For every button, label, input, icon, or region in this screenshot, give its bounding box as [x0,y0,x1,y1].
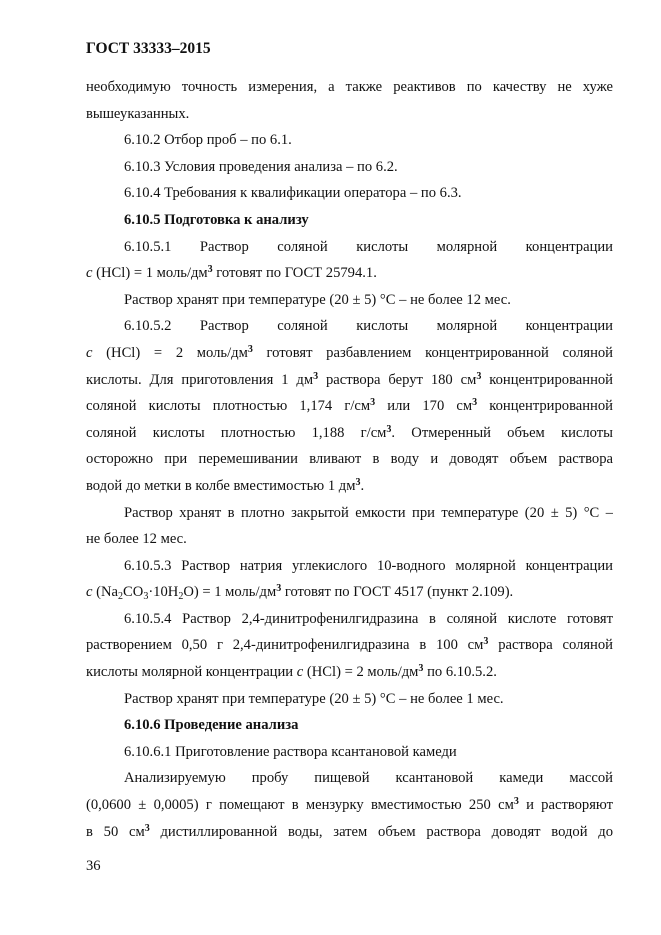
clause-6-10-3: 6.10.3 Условия проведения анализа – по 6.2. [124,158,398,175]
clause-6-10-5-3: 6.10.5.3 Раствор натрия углекислого 10-водного молярной концентрации [124,557,613,574]
text-line: необходимую точность измерения, а также реактивов по качеству не хуже [86,79,613,95]
text-line: растворением 0,50 г 2,4-динитрофенилгидразина в 100 $см^3$ раствора соляной [86,636,613,654]
section-heading-6-10-6: 6.10.6 Проведение анализа [124,717,299,734]
text-line: осторожно при перемешивании вливают в воду и доводят объем раствора [86,451,613,468]
text-line: вышеуказанных. [86,105,190,122]
text-line: Раствор хранят при температуре (20 ± 5) °С – не более 12 мес. [124,291,511,308]
clause-6-10-5-2: 6.10.5.2 Раствор соляной кислоты молярной концентрации [124,318,613,335]
text-line: водой до метки в колбе вместимостью 1 $дм^3$. [86,476,365,494]
text-line: в 50 $см^3$ дистиллированной воды, затем объем раствора доводят водой до [86,822,613,840]
clause-6-10-6-1: 6.10.6.1 Приготовление раствора ксантановой камеди [124,743,457,760]
text-line: c (HCl) = 1 моль/$дм^3$ готовят по ГОСТ 25794.1. [86,264,377,282]
document-body [86,74,613,845]
text-line: соляной кислоты плотностью 1,174 $г/см^3$ или 170 $см^3$ концентрированной [86,397,613,415]
document-code-header: ГОСТ 33333–2015 [86,40,211,57]
text-line: кислоты молярной концентрации c (HCl) = 2 моль/$дм^3$ по 6.10.5.2. [86,663,497,681]
text-line: не более 12 мес. [86,531,187,548]
text-line: Раствор хранят в плотно закрытой емкости при температуре (20 ± 5) °С – [124,504,613,521]
clause-6-10-5-1: 6.10.5.1 Раствор соляной кислоты молярной концентрации [124,238,613,255]
text-line: Анализируемую пробу пищевой ксантановой камеди массой [124,770,613,787]
clause-6-10-4: 6.10.4 Требования к квалификации оператора – по 6.3. [124,185,462,202]
text-line: кислоты. Для приготовления 1 $дм^3$ раствора берут 180 $см^3$ концентрированной [86,370,613,388]
text-line: соляной кислоты плотностью 1,188 $г/см^3$. Отмеренный объем кислоты [86,423,613,441]
clause-6-10-5-4: 6.10.5.4 Раствор 2,4-динитрофенилгидразина в соляной кислоте готовят [124,610,613,627]
section-heading-6-10-5: 6.10.5 Подготовка к анализу [124,211,309,228]
page-number: 36 [86,858,101,874]
text-line: Раствор хранят при температуре (20 ± 5) °С – не более 1 мес. [124,690,504,707]
text-line: c (HCl) = 2 моль/$дм^3$ готовят разбавлением концентрированной соляной [86,343,613,361]
text-line: c $(Na_2CO_3\cdot 10H_2O) = 1$ моль/$дм^3$ готовят по ГОСТ 4517 (пункт 2.109). [86,583,514,603]
clause-6-10-2: 6.10.2 Отбор проб – по 6.1. [124,132,292,149]
text-line: (0,0600 ± 0,0005) г помещают в мензурку вместимостью 250 $см^3$ и растворяют [86,796,613,814]
